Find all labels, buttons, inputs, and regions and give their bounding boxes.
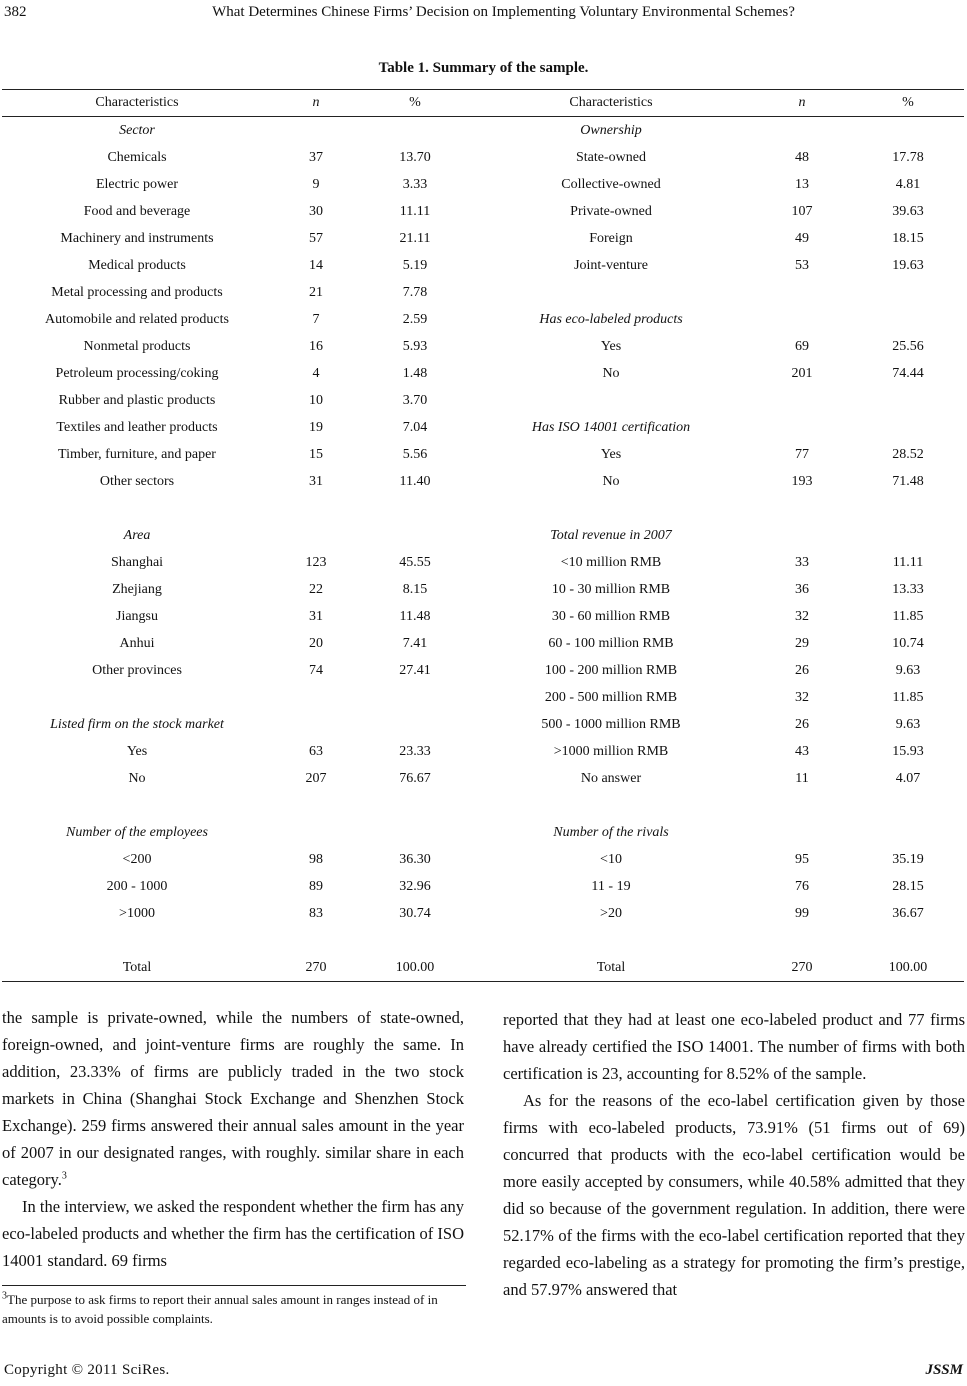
table-cell: 107 [791,204,813,219]
section-label: Number of the rivals [553,825,669,840]
table-cell: 13.33 [892,582,924,597]
paragraph: In the interview, we asked the respondent whether the firm has any eco-labeled products and whether the firm has the certification of ISO 14001 standard. 69 firms [2,1197,464,1270]
table-cell: 500 - 1000 million RMB [541,717,681,732]
table-cell: 11 [795,771,809,786]
table-cell: Metal processing and products [51,285,223,300]
section-label: Number of the employees [66,825,208,840]
table-cell: 36.67 [892,906,924,921]
table-cell: 2.59 [402,312,428,327]
table-cell: 9.63 [895,717,921,732]
table-section-row [2,117,964,145]
table-cell: No [128,771,146,786]
table-cell: Total [2,954,272,982]
table-cell: 43 [795,744,809,759]
table-cell: 23.33 [399,744,431,759]
footnote-rule [2,1285,466,1286]
table-cell [752,414,852,441]
table-cell: 31 [309,474,323,489]
table-cell: 7.41 [402,636,428,651]
table-row [2,630,964,657]
page-number: 382 [4,4,27,20]
table-cell: 32 [795,609,809,624]
section-label: Has eco-labeled products [539,312,683,327]
table-cell: 11.11 [399,204,431,219]
table-cell: 11.85 [892,609,924,624]
table-cell: 36 [795,582,809,597]
table-row [2,306,964,333]
table-cell: 36.30 [399,852,431,867]
table-cell: No answer [580,771,642,786]
table-section-row [2,819,964,846]
summary-table [2,89,964,982]
column-header: % [852,89,964,117]
table-cell: 4 [312,366,320,381]
table-cell: Food and beverage [83,204,191,219]
table-cell: Chemicals [107,150,167,165]
table-cell: 100.00 [852,954,964,982]
table-row [2,468,964,495]
table-cell: 15 [309,447,323,462]
footnote-text: The purpose to ask firms to report their annual sales amount in ranges instead of in amounts is to avoid possible complaints. [2,1292,438,1326]
table-cell: 15.93 [892,744,924,759]
section-label: Area [123,528,151,543]
table-cell: Yes [600,447,622,462]
table-cell: 7.78 [402,285,428,300]
table-cell: Machinery and instruments [60,231,214,246]
section-label: Listed firm on the stock market [50,717,224,732]
footnote-ref: 3 [61,1170,67,1182]
table-cell: 21.11 [399,231,431,246]
table-cell [360,522,470,549]
table-cell: Medical products [88,258,186,273]
table-cell: 4.07 [895,771,921,786]
table-cell: 5.56 [402,447,428,462]
table-cell: 11.11 [892,555,924,570]
footnote-marker: 3 [2,1290,7,1302]
table-cell [2,495,272,522]
table-row [2,333,964,360]
table-cell: 9.63 [895,663,921,678]
table-cell: 4.81 [895,177,921,192]
table-cell [272,522,360,549]
table-cell [360,927,470,954]
table-cell: 5.19 [402,258,428,273]
table-cell: 17.78 [892,150,924,165]
table-cell [852,522,964,549]
table-cell: 19.63 [892,258,924,273]
table-cell: 5.93 [402,339,428,354]
table-cell: 28.52 [892,447,924,462]
table-cell: 10 [309,393,323,408]
table-cell [752,927,852,954]
table-cell [852,279,964,306]
table-cell: 3.70 [402,393,428,408]
table-cell: Timber, furniture, and paper [58,447,216,462]
table-cell: 3.33 [402,177,428,192]
paragraph: reported that they had at least one eco-labeled product and 77 firms have already certified the ISO 14001. The number of firms with both certification is 23, accounting for 8.52% of the sample. [503,1010,965,1083]
table-cell [470,279,752,306]
table-row [2,198,964,225]
table-cell: 76.67 [399,771,431,786]
table-cell: Shanghai [110,555,164,570]
table-row [2,711,964,738]
table-row [2,846,964,873]
paragraph [2,1004,464,1193]
paragraph: As for the reasons of the eco-label certification given by those firms with eco-labeled products, 73.91% (51 firms out of 69) concurred that products with the eco-label certification would be more easily accepted by consumers, while 40.58% admitted that they did so because of the government regulation. In addition, there were 52.17% of the firms with the eco-label certification reported that they regarded eco-labeling as a strategy for promoting the firm’s prestige, and 57.97% answered that [503,1091,965,1299]
table-cell [752,495,852,522]
table-cell: Rubber and plastic products [58,393,216,408]
table-cell: >1000 million RMB [553,744,669,759]
table-cell [752,522,852,549]
table-row [2,657,964,684]
table-cell: Electric power [95,177,178,192]
table-cell [752,819,852,846]
table-cell: Joint-venture [574,258,648,273]
table-cell: 30 [309,204,323,219]
table-cell: 14 [309,258,323,273]
table-cell [752,117,852,145]
table-cell: Nonmetal products [83,339,191,354]
table-row [2,873,964,900]
section-label: Sector [119,123,155,138]
table-cell [272,684,360,711]
table-cell: >1000 [119,906,155,921]
table-cell: 11.48 [399,609,431,624]
table-cell [852,306,964,333]
column-header: Characteristics [470,89,752,117]
table-cell: Total [470,954,752,982]
table-cell: 49 [795,231,809,246]
table-cell: 69 [795,339,809,354]
table-cell: 63 [309,744,323,759]
table-cell: 26 [795,663,809,678]
table-cell [852,495,964,522]
table-spacer-row [2,495,964,522]
table-cell [852,927,964,954]
table-row [2,225,964,252]
table-cell: 8.15 [402,582,428,597]
table-cell: <200 [122,852,152,867]
table-spacer-row [2,792,964,819]
table-cell: 1.48 [402,366,428,381]
table-cell: 30.74 [399,906,431,921]
table-cell: 11 - 19 [591,879,631,894]
section-label: Ownership [580,123,642,138]
table-cell [2,684,272,711]
table-cell [360,711,470,738]
table-cell: No [602,474,620,489]
page-header [0,0,967,34]
table-cell [272,792,360,819]
table-cell: 207 [305,771,327,786]
table-cell [272,819,360,846]
table-cell: 7 [312,312,320,327]
table-cell: 57 [309,231,323,246]
table-cell: 99 [795,906,809,921]
table-cell: 31 [309,609,323,624]
table-cell: 45.55 [399,555,431,570]
table-row [2,549,964,576]
table-cell: 26 [795,717,809,732]
table-cell [470,387,752,414]
table-cell [272,117,360,145]
table-cell: 53 [795,258,809,273]
table-cell: 123 [305,555,327,570]
table-row [2,765,964,792]
table-cell: Anhui [119,636,155,651]
table-cell: Other sectors [99,474,175,489]
table-cell [360,684,470,711]
table-cell: 11.85 [892,690,924,705]
table-cell: State-owned [576,150,646,165]
table-row [2,279,964,306]
table-row [2,900,964,927]
table-cell [752,306,852,333]
table-cell [470,495,752,522]
table-cell: 201 [791,366,813,381]
column-header: n [272,89,360,117]
column-header: n [752,89,852,117]
section-label: Total revenue in 2007 [550,528,672,543]
table-cell [360,819,470,846]
table-cell: 193 [791,474,813,489]
table-cell: 98 [309,852,323,867]
table-cell [272,927,360,954]
table-cell: 39.63 [892,204,924,219]
table-cell [360,117,470,145]
table-row [2,738,964,765]
table-cell: 11.40 [399,474,431,489]
table-row [2,576,964,603]
table-cell [2,792,272,819]
table-cell: 16 [309,339,323,354]
table-cell: 270 [272,954,360,982]
table-cell: 83 [309,906,323,921]
table-cell: 95 [795,852,809,867]
table-cell: <10 million RMB [560,555,662,570]
table-cell: 74.44 [892,366,924,381]
table-cell: 21 [309,285,323,300]
table-cell: 10 - 30 million RMB [551,582,671,597]
table-cell: 200 - 500 million RMB [544,690,678,705]
column-header: % [360,89,470,117]
body-column-left [2,1004,464,1274]
journal-name: JSSM [925,1362,963,1378]
table-cell: Yes [600,339,622,354]
table-cell: Foreign [589,231,633,246]
table-cell: 20 [309,636,323,651]
table-row [2,441,964,468]
table-cell [852,117,964,145]
table-cell [752,792,852,819]
table-row [2,360,964,387]
table-cell: No [602,366,620,381]
table-cell: 77 [795,447,809,462]
table-cell [470,792,752,819]
table-cell: Other provinces [92,663,182,678]
table-cell: 30 - 60 million RMB [551,609,671,624]
table-row [2,684,964,711]
table-cell: 32.96 [399,879,431,894]
table-cell: Petroleum processing/coking [55,366,219,381]
table-cell [360,495,470,522]
table-cell: 7.04 [402,420,428,435]
table-cell [360,792,470,819]
table-cell: Zhejiang [112,582,162,597]
table-row [2,171,964,198]
body-column-right [503,1006,965,1303]
table-cell: Yes [126,744,148,759]
table-row [2,603,964,630]
table-cell: 19 [309,420,323,435]
table-cell: 10.74 [892,636,924,651]
table-cell: 74 [309,663,323,678]
table-total-row [2,954,964,982]
section-label: Has ISO 14001 certification [531,420,691,435]
table-cell: 60 - 100 million RMB [548,636,674,651]
copyright: Copyright © 2011 SciRes. [4,1362,170,1378]
paragraph-text: the sample is private-owned, while the numbers of state-owned, foreign-owned, and joint-venture firms are roughly the same. In addition, 23.33% of firms are publicly traded in the two stock markets in China (Shanghai Stock Exchange and Shenzhen Stock Exchange). 259 firms answered their annual sales amount in the year of 2007 in our designated ranges, with roughly. similar share in each category. [2,1008,464,1189]
table-cell: 9 [312,177,320,192]
table-cell: 48 [795,150,809,165]
table-cell: 22 [309,582,323,597]
table-cell: 37 [309,150,323,165]
footnote [2,1290,466,1328]
table-cell: 13 [795,177,809,192]
table-cell: >20 [600,906,622,921]
table-cell [272,711,360,738]
table-cell: <10 [600,852,622,867]
table-row [2,252,964,279]
table-cell: 29 [795,636,809,651]
table-cell: Jiangsu [116,609,158,624]
table-cell: 35.19 [892,852,924,867]
table-cell [852,819,964,846]
table-cell [852,414,964,441]
table-row [2,144,964,171]
table-cell: 89 [309,879,323,894]
table-cell [852,387,964,414]
table-cell: 33 [795,555,809,570]
table-cell: 100.00 [360,954,470,982]
table-cell: 13.70 [399,150,431,165]
table-cell: 18.15 [892,231,924,246]
table-cell: Automobile and related products [45,312,229,327]
running-title: What Determines Chinese Firms’ Decision on Implementing Voluntary Environmental Schemes? [212,4,795,20]
column-header: Characteristics [2,89,272,117]
table-row [2,414,964,441]
table-section-row [2,522,964,549]
table-cell: 76 [795,879,809,894]
table-cell [752,279,852,306]
table-cell: Textiles and leather products [56,420,218,435]
table-spacer-row [2,927,964,954]
table-cell: 200 - 1000 [106,879,168,894]
table-cell: 270 [752,954,852,982]
table-row [2,387,964,414]
table-body [2,117,964,982]
table-header-row [2,89,964,117]
table-cell [470,927,752,954]
table-cell [752,387,852,414]
table-cell: 100 - 200 million RMB [544,663,678,678]
table-cell [852,792,964,819]
table-cell [272,495,360,522]
table-cell [2,927,272,954]
table-caption: Table 1. Summary of the sample. [378,60,589,76]
table-cell: 28.15 [892,879,924,894]
table-cell: 32 [795,690,809,705]
table-cell: Private-owned [570,204,652,219]
table-cell: 25.56 [892,339,924,354]
table-cell: Collective-owned [561,177,661,192]
table-cell: 71.48 [892,474,924,489]
table-cell: 27.41 [399,663,431,678]
